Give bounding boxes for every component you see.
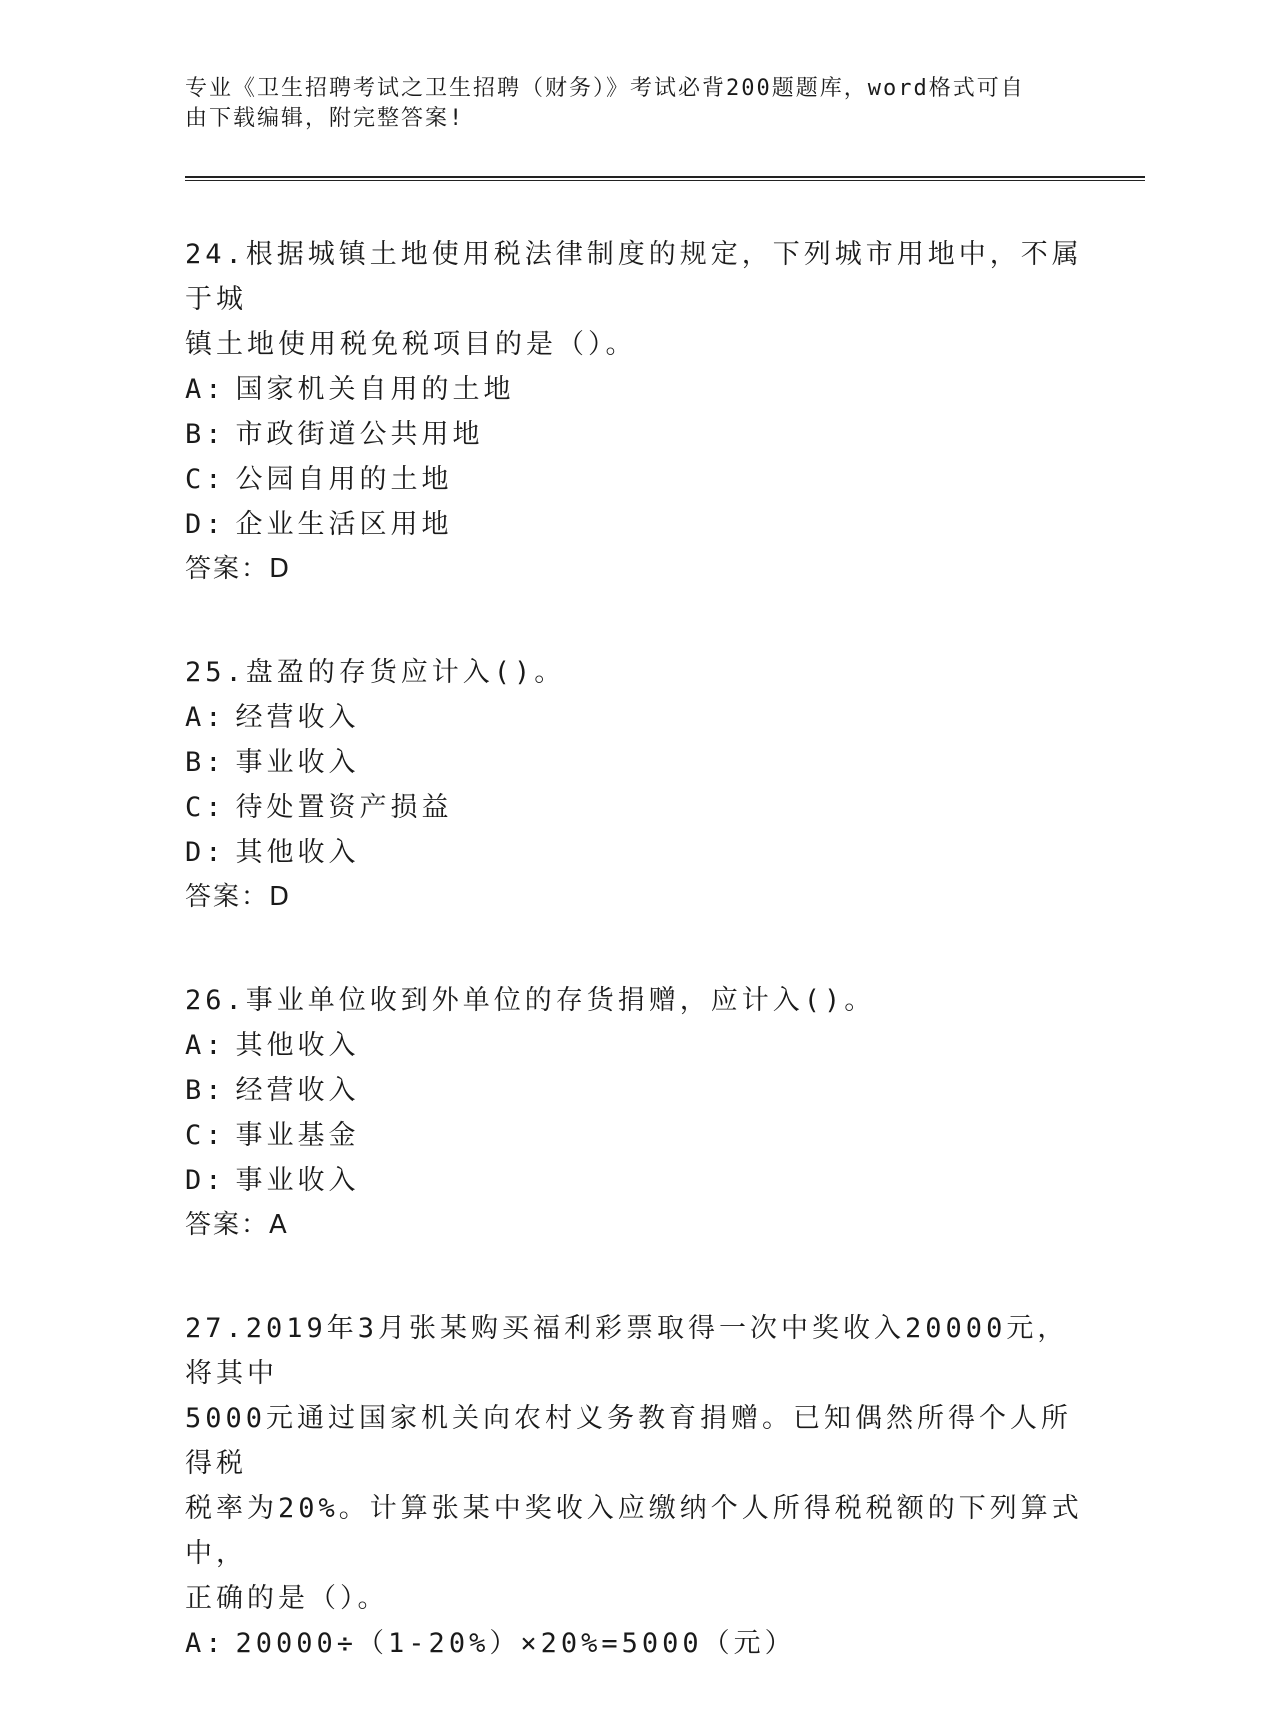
option-d bbox=[185, 830, 1085, 875]
option-a bbox=[185, 695, 1085, 740]
option-text: 经营收入 bbox=[235, 702, 360, 733]
option-text: 市政街道公共用地 bbox=[235, 419, 484, 450]
answer-line bbox=[185, 547, 1085, 592]
option-key: C: bbox=[185, 464, 226, 495]
question-stem bbox=[185, 978, 1085, 1023]
document-header bbox=[185, 74, 1065, 134]
question-stem-line: 镇土地使用税免税项目的是（）。 bbox=[185, 329, 637, 360]
option-text: 待处置资产损益 bbox=[235, 792, 453, 823]
question-27 bbox=[185, 1306, 1085, 1666]
option-d bbox=[185, 1158, 1085, 1203]
header-line-1: 专业《卫生招聘考试之卫生招聘（财务）》考试必背200题题库，word格式可自 bbox=[185, 76, 1025, 101]
option-text: 公园自用的土地 bbox=[235, 464, 453, 495]
option-a bbox=[185, 1023, 1085, 1068]
option-key: D: bbox=[185, 1165, 226, 1196]
answer-label: 答案： bbox=[185, 882, 270, 912]
option-key: A: bbox=[185, 374, 226, 405]
question-stem-line: 正确的是（）。 bbox=[185, 1583, 389, 1614]
option-key: D: bbox=[185, 509, 226, 540]
answer-value: D bbox=[269, 882, 292, 912]
answer-label: 答案： bbox=[185, 554, 270, 584]
option-text: 事业收入 bbox=[235, 747, 360, 778]
question-list bbox=[185, 232, 1085, 1724]
option-b bbox=[185, 740, 1085, 785]
question-25 bbox=[185, 650, 1085, 920]
option-text: 事业基金 bbox=[235, 1120, 360, 1151]
answer-line bbox=[185, 875, 1085, 920]
answer-label: 答案： bbox=[185, 1210, 270, 1240]
option-c bbox=[185, 457, 1085, 502]
header-line-2: 由下载编辑，附完整答案! bbox=[185, 106, 465, 131]
option-key: A: bbox=[185, 1030, 226, 1061]
option-key: A: bbox=[185, 702, 226, 733]
answer-line bbox=[185, 1203, 1085, 1248]
header-divider bbox=[185, 176, 1145, 181]
option-text: 其他收入 bbox=[235, 837, 360, 868]
option-key: C: bbox=[185, 1120, 226, 1151]
option-key: C: bbox=[185, 792, 226, 823]
option-c bbox=[185, 1113, 1085, 1158]
option-a bbox=[185, 367, 1085, 412]
question-stem-line: 5000元通过国家机关向农村义务教育捐赠。已知偶然所得个人所得税 bbox=[185, 1403, 1073, 1479]
question-stem bbox=[185, 232, 1085, 367]
option-key: B: bbox=[185, 419, 226, 450]
option-text: 其他收入 bbox=[235, 1030, 360, 1061]
option-key: B: bbox=[185, 1075, 226, 1106]
option-c bbox=[185, 785, 1085, 830]
option-a bbox=[185, 1621, 1085, 1666]
option-key: D: bbox=[185, 837, 226, 868]
option-b bbox=[185, 412, 1085, 457]
question-stem-line: 27.2019年3月张某购买福利彩票取得一次中奖收入20000元，将其中 bbox=[185, 1313, 1069, 1389]
answer-value: A bbox=[269, 1210, 289, 1240]
option-d bbox=[185, 502, 1085, 547]
question-24 bbox=[185, 232, 1085, 592]
option-text: 20000÷（1-20%）×20%=5000（元） bbox=[235, 1628, 796, 1659]
answer-value: D bbox=[269, 554, 292, 584]
question-stem-line: 26.事业单位收到外单位的存货捐赠，应计入()。 bbox=[185, 985, 876, 1016]
question-stem bbox=[185, 650, 1085, 695]
question-stem-line: 税率为20%。计算张某中奖收入应缴纳个人所得税税额的下列算式中， bbox=[185, 1493, 1083, 1569]
option-text: 企业生活区用地 bbox=[235, 509, 453, 540]
option-text: 事业收入 bbox=[235, 1165, 360, 1196]
option-key: B: bbox=[185, 747, 226, 778]
question-26 bbox=[185, 978, 1085, 1248]
question-stem bbox=[185, 1306, 1085, 1621]
question-stem-line: 24.根据城镇土地使用税法律制度的规定，下列城市用地中，不属于城 bbox=[185, 239, 1083, 315]
question-stem-line: 25.盘盈的存货应计入()。 bbox=[185, 657, 566, 688]
option-text: 国家机关自用的土地 bbox=[235, 374, 515, 405]
option-key: A: bbox=[185, 1628, 226, 1659]
option-b bbox=[185, 1068, 1085, 1113]
option-text: 经营收入 bbox=[235, 1075, 360, 1106]
